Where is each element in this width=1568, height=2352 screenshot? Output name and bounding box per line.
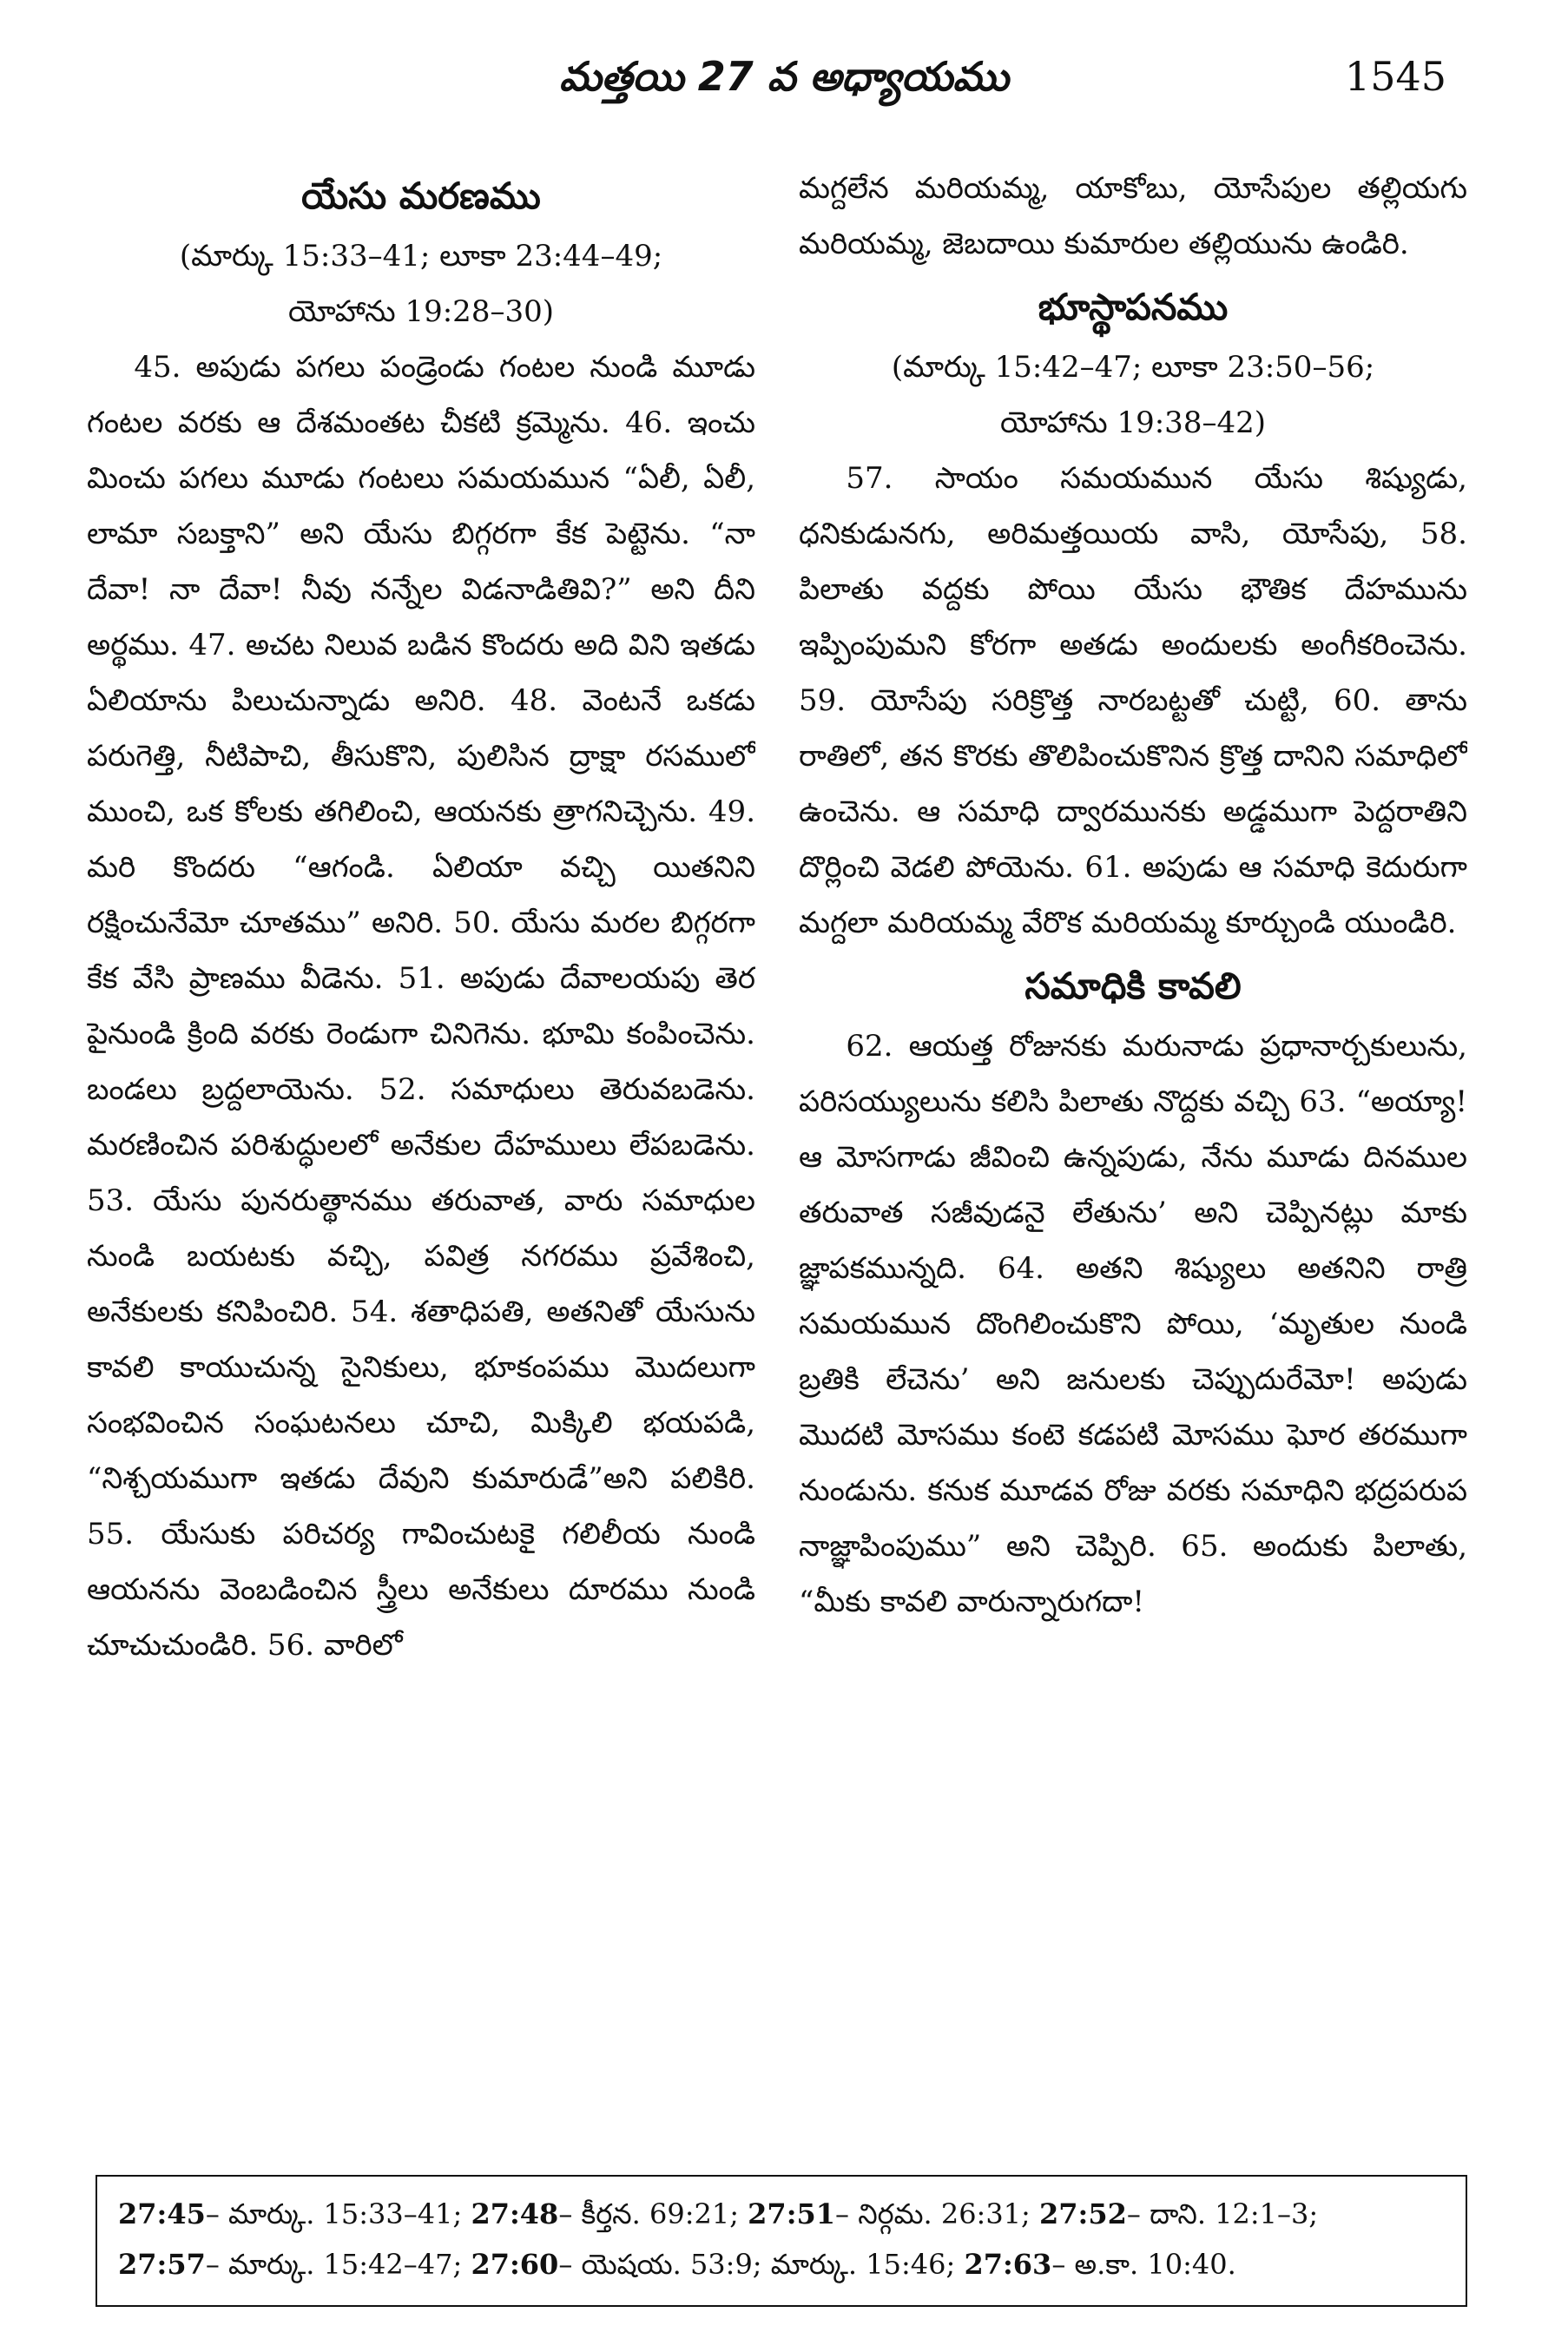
footnote-ref: 27:48 [471,2197,559,2230]
verse-paragraph: 57. సాయం సమయమున యేసు శిష్యుడు, ధనికుడునగు, అరిమత్తయియ వాసి, యోసేపు, 58. పిలాతు వద్దకు పోయి యేసు భౌతిక దేహమును ఇప్పింపుమని కోరగా అతడు అందులకు అంగీకరించెను. 59. యోసేపు సరిక్రొత్త నారబట్టతో చుట్టి, 60. తాను రాతిలో, తన కొరకు తొలిపించుకొనిన క్రొత్త దానిని సమాధిలో ఉంచెను. ఆ సమాధి ద్వారమునకు అడ్డముగా పెద్దరాతిని దొర్లించి వెడలి పోయెను. 61. అపుడు ఆ సమాధి కెదురుగా మగ్దలా మరియమ్మ వేరొక మరియమ్మ కూర్చుండి యుండిరి. [799,461,1467,940]
footnotes-box [96,2175,1467,2307]
footnote-text: – యెషయ. 53:9; మార్కు. 15:46; [558,2248,965,2281]
section-heading-jesus-death: యేసు మరణము [301,175,541,217]
verse-paragraph: 45. అపుడు పగలు పండ్రెండు గంటల నుండి మూడు గంటల వరకు ఆ దేశమంతట చీకటి క్రమ్మెను. 46. ఇంచు మించు పగలు మూడు గంటలు సమయమున “ఏలీ, ఏలీ, లామా సబక్తాని” అని యేసు బిగ్గరగా కేక పెట్టెను. “నా దేవా! నా దేవా! నీవు నన్నేల విడనాడితివి?” అని దీని అర్థము. 47. అచట నిలువ బడిన కొందరు అది విని ఇతడు ఏలియాను పిలుచున్నాడు అనిరి. 48. వెంటనే ఒకడు పరుగెత్తి, నీటిపాచి, తీసుకొని, పులిసిన ద్రాక్షా రసములో ముంచి, ఒక కోలకు తగిలించి, ఆయనకు త్రాగనిచ్చెను. 49. మరి కొందరు “ఆగండి. ఏలియా వచ్చి యితనిని రక్షించునేమో చూతము” అనిరి. 50. యేసు మరల బిగ్గరగా కేక వేసి ప్రాణము వీడెను. 51. అపుడు దేవాలయపు తెర పైనుండి క్రింది వరకు రెండుగా చినిగెను. భూమి కంపించెను. బండలు బ్రద్దలాయెను. 52. సమాధులు తెరువబడెను. మరణించిన పరిశుద్ధులలో అనేకుల దేహములు లేపబడెను. 53. యేసు పునరుత్థానము తరువాత, వారు సమాధుల నుండి బయటకు వచ్చి, పవిత్ర నగరము ప్రవేశించి, అనేకులకు కనిపించిరి. 54. శతాధిపతి, అతనితో యేసును కావలి కాయుచున్న సైనికులు, భూకంపము మొదలుగా సంభవించిన సంఘటనలు చూచి, మిక్కిలి భయపడి, “నిశ్చయముగా ఇతడు దేవుని కుమారుడే”అని పలికిరి. 55. యేసుకు పరిచర్య గావించుటకై గలిలీయ నుండి ఆయనను వెంబడించిన స్త్రీలు అనేకులు దూరము నుండి చూచుచుండిరి. 56. వారిలో [87,350,755,1663]
verse-paragraph-continuation: మగ్దలేన మరియమ్మ, యాకోబు, యోసేపుల తల్లియగు మరియమ్మ, జెబదాయి కుమారుల తల్లియును ఉండిరి. [799,171,1467,261]
section-heading-tomb-guard: సమాధికి కావలి [1024,965,1242,1007]
footnote-ref: 27:57 [118,2248,206,2281]
verse-paragraph: 62. ఆయత్త రోజునకు మరునాడు ప్రధానార్చకులును, పరిసయ్యులును కలిసి పిలాతు నొద్దకు వచ్చి 63. “అయ్యా! ఆ మోసగాడు జీవించి ఉన్నపుడు, నేను మూడు దినముల తరువాత సజీవుడనై లేతును’ అని చెప్పినట్లు మాకు జ్ఞాపకమున్నది. 64. అతని శిష్యులు అతనిని రాత్రి సమయమున దొంగిలించుకొని పోయి, ‘మృతుల నుండి బ్రతికి లేచెను’ అని జనులకు చెప్పుదురేమో! అపుడు మొదటి మోసము కంటె కడపటి మోసము ఘోర తరముగా నుండును. కనుక మూడవ రోజు వరకు సమాధిని భద్రపరుప నాజ్ఞాపింపుము” అని చెప్పిరి. 65. అందుకు పిలాతు, “మీకు కావలి వారున్నారుగదా! [799,1029,1467,1619]
footnote-text: – కీర్తన. 69:21; [558,2197,748,2230]
footnote-text: – దాని. 12:1–3; [1126,2197,1319,2230]
footnote-line [118,2189,1445,2239]
footnote-text: – మార్కు. 15:33–41; [205,2197,471,2230]
page-number: 1545 [1344,53,1446,100]
footnote-text: – అ.కా. 10:40. [1051,2248,1236,2281]
footnote-ref: 27:63 [964,2248,1052,2281]
cross-references: యోహాను 19:28–30) [288,294,554,329]
footnote-line [118,2239,1445,2289]
cross-references: యోహాను 19:38–42) [1000,405,1266,440]
footnote-ref: 27:60 [471,2248,559,2281]
page-header [0,42,1568,111]
section-heading-burial: భూస్థాపనము [1038,286,1229,328]
footnote-ref: 27:52 [1039,2197,1127,2230]
footnote-ref: 27:51 [748,2197,836,2230]
footnote-text: – నిర్గమ. 26:31; [835,2197,1040,2230]
footnote-ref: 27:45 [118,2197,206,2230]
cross-references: (మార్కు 15:42–47; లూకా 23:50–56; [891,350,1375,385]
cross-references: (మార్కు 15:33–41; లూకా 23:44–49; [179,239,663,273]
chapter-title: మత్తయి 27 వ అధ్యాయము [559,53,1009,100]
footnote-text: – మార్కు. 15:42–47; [205,2248,471,2281]
right-column [799,161,1467,2175]
left-column [87,161,755,2175]
